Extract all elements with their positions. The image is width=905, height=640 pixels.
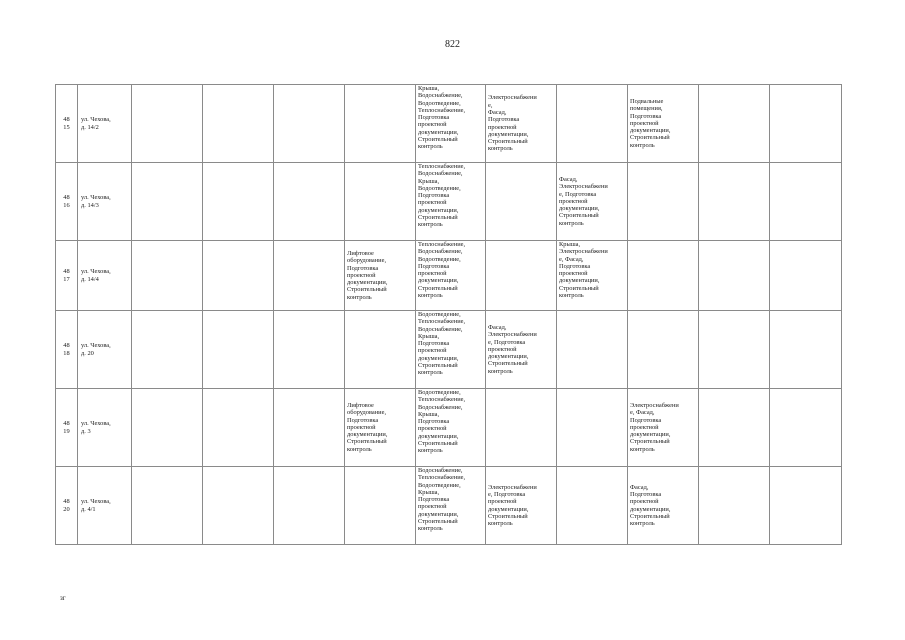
- address-cell: ул. Чехова, д. 14/3: [78, 163, 132, 241]
- empty-cell: [770, 467, 842, 545]
- address-cell: ул. Чехова, д. 4/1: [78, 467, 132, 545]
- table-row: [56, 467, 842, 545]
- empty-cell: [699, 241, 770, 311]
- works-cell: [486, 241, 557, 311]
- empty-cell: [699, 85, 770, 163]
- row-code-cell: 48 19: [56, 389, 78, 467]
- works-cell: Крыша, Водоснабжение, Водоотведение, Теплоснабжение, Подготовка проектной документации, Строительный контроль: [416, 85, 486, 163]
- address-cell: ул. Чехова, д. 14/4: [78, 241, 132, 311]
- works-cell: [557, 389, 628, 467]
- row-code-cell: 48 20: [56, 467, 78, 545]
- empty-cell: [770, 389, 842, 467]
- works-cell: Водоотведение, Теплоснабжение, Водоснабжение, Крыша, Подготовка проектной документации, Строительный контроль: [416, 389, 486, 467]
- empty-cell: [274, 389, 345, 467]
- elevator-works-cell: Лифтовое оборудование, Подготовка проектной документации, Строительный контроль: [345, 389, 416, 467]
- works-cell: [557, 311, 628, 389]
- works-cell: Фасад, Электроснабжени е, Подготовка проектной документации, Строительный контроль: [557, 163, 628, 241]
- empty-cell: [770, 85, 842, 163]
- empty-cell: [203, 85, 274, 163]
- empty-cell: [770, 311, 842, 389]
- empty-cell: [699, 163, 770, 241]
- empty-cell: [770, 163, 842, 241]
- empty-cell: [274, 163, 345, 241]
- works-cell: Подвальные помещения, Подготовка проектной документации, Строительный контроль: [628, 85, 699, 163]
- row-code-cell: 48 16: [56, 163, 78, 241]
- table-row: [56, 163, 842, 241]
- empty-cell: [203, 163, 274, 241]
- address-cell: ул. Чехова, д. 14/2: [78, 85, 132, 163]
- row-code-cell: 48 17: [56, 241, 78, 311]
- table-row: [56, 85, 842, 163]
- empty-cell: [274, 311, 345, 389]
- capital-repair-plan-table: [55, 84, 842, 545]
- works-cell: [486, 163, 557, 241]
- works-cell: [557, 467, 628, 545]
- empty-cell: [699, 389, 770, 467]
- empty-cell: [132, 163, 203, 241]
- works-cell: Крыша, Электроснабжени е, Фасад, Подготовка проектной документации, Строительный контроль: [557, 241, 628, 311]
- works-cell: Теплоснабжение, Водоснабжение, Крыша, Водоотведение, Подготовка проектной документации, Строительный контроль: [416, 163, 486, 241]
- works-cell: [628, 311, 699, 389]
- table-row: [56, 389, 842, 467]
- elevator-works-cell: [345, 311, 416, 389]
- empty-cell: [274, 467, 345, 545]
- works-cell: Электроснабжени е, Подготовка проектной документации, Строительный контроль: [486, 467, 557, 545]
- works-cell: [628, 241, 699, 311]
- row-code-cell: 48 18: [56, 311, 78, 389]
- elevator-works-cell: [345, 467, 416, 545]
- row-code-cell: 48 15: [56, 85, 78, 163]
- address-cell: ул. Чехова, д. 3: [78, 389, 132, 467]
- empty-cell: [699, 311, 770, 389]
- footer-mark: зг: [60, 594, 66, 602]
- empty-cell: [132, 389, 203, 467]
- elevator-works-cell: Лифтовое оборудование, Подготовка проектной документации, Строительный контроль: [345, 241, 416, 311]
- page-number: 822: [445, 39, 460, 50]
- elevator-works-cell: [345, 85, 416, 163]
- empty-cell: [132, 311, 203, 389]
- address-cell: ул. Чехова, д. 20: [78, 311, 132, 389]
- empty-cell: [699, 467, 770, 545]
- works-cell: Фасад, Электроснабжени е, Подготовка проектной документации, Строительный контроль: [486, 311, 557, 389]
- table-row: [56, 241, 842, 311]
- works-cell: Фасад, Подготовка проектной документации, Строительный контроль: [628, 467, 699, 545]
- elevator-works-cell: [345, 163, 416, 241]
- empty-cell: [770, 241, 842, 311]
- empty-cell: [274, 85, 345, 163]
- empty-cell: [203, 389, 274, 467]
- works-cell: Электроснабжени е, Фасад, Подготовка проектной документации, Строительный контроль: [628, 389, 699, 467]
- works-cell: Водоснабжение, Теплоснабжение, Водоотведение, Крыша, Подготовка проектной документации, Строительный контроль: [416, 467, 486, 545]
- empty-cell: [132, 241, 203, 311]
- works-cell: Теплоснабжение, Водоснабжение, Водоотведение, Подготовка проектной документации, Строительный контроль: [416, 241, 486, 311]
- works-cell: [557, 85, 628, 163]
- empty-cell: [203, 467, 274, 545]
- table-row: [56, 311, 842, 389]
- works-cell: Электроснабжени е, Фасад, Подготовка проектной документации, Строительный контроль: [486, 85, 557, 163]
- empty-cell: [132, 467, 203, 545]
- works-cell: [486, 389, 557, 467]
- empty-cell: [203, 311, 274, 389]
- works-cell: [628, 163, 699, 241]
- works-cell: Водоотведение, Теплоснабжение, Водоснабжение, Крыша, Подготовка проектной документации, Строительный контроль: [416, 311, 486, 389]
- empty-cell: [203, 241, 274, 311]
- empty-cell: [132, 85, 203, 163]
- empty-cell: [274, 241, 345, 311]
